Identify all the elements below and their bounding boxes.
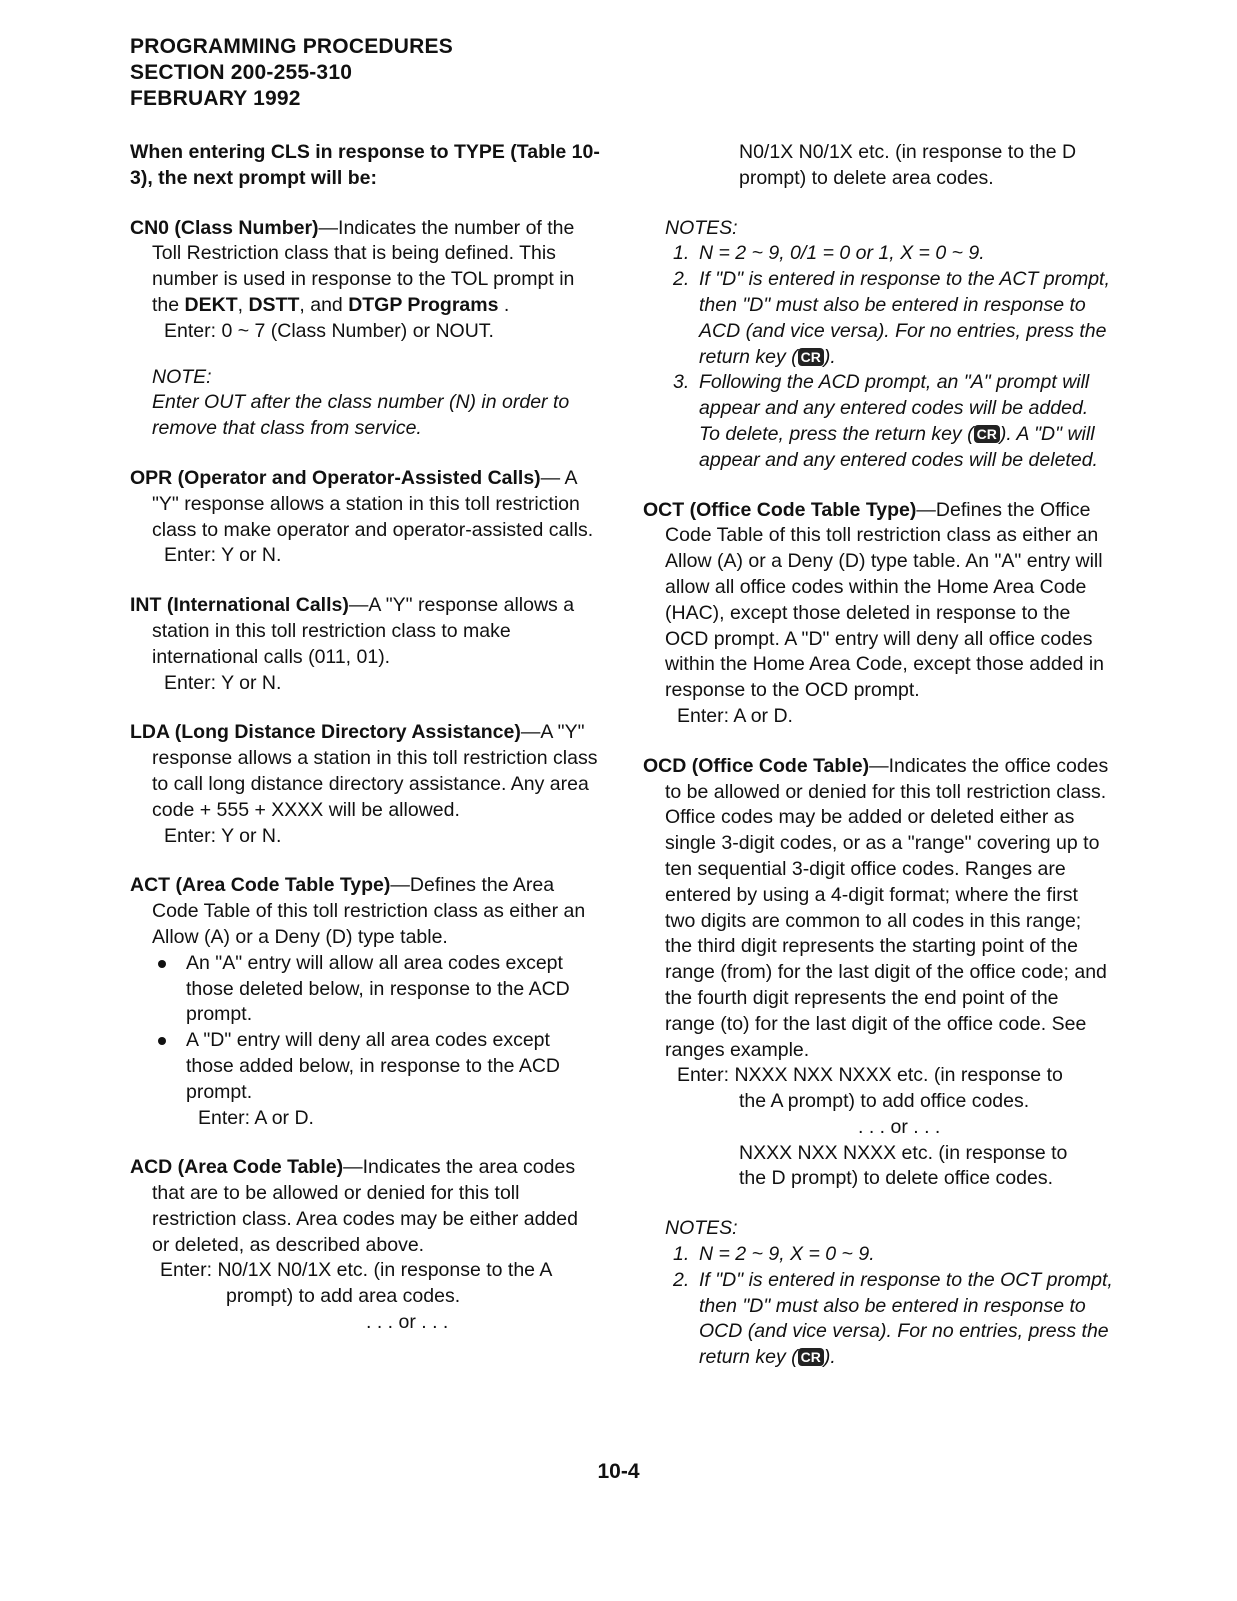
header-line-1: PROGRAMMING PROCEDURES (130, 35, 453, 58)
right-column (643, 140, 1113, 1395)
notes-acd (643, 216, 1113, 474)
page-number: 10-4 (597, 1460, 640, 1483)
enter-oct: Enter: A or D. (677, 704, 793, 727)
acd-delete-line: N0/1X N0/1X etc. (in response to the D (739, 141, 1077, 163)
enter-ocd-add-cont: the A prompt) to add office codes. (739, 1090, 1030, 1113)
entry-cno: CN0 (Class Number)—Indicates the number of the Toll Restriction class that is being defined. This number is used in response to the TOL prompt in the DEKT, DSTT, and DTGP Programs . Enter: 0 ~ 7 (Class Number) or NOUT. NOTE: Enter OUT after the class number (N) in order to remove that class from service. (130, 216, 600, 442)
entry-int: INT (International Calls)—A "Y" response allows a station in this toll restriction class to make international calls (011, 01). Enter: Y or N. (130, 593, 600, 696)
term-acd: ACD (Area Code Table) (130, 1156, 344, 1179)
left-column (130, 140, 600, 1360)
note-text-cno: Enter OUT after the class number (N) in order to remove that class from service. (152, 391, 570, 440)
term-ocd: OCD (Office Code Table) (643, 754, 870, 777)
notes-list-2 (673, 1242, 1113, 1371)
enter-acd-add-cont: prompt) to add area codes. (226, 1285, 461, 1308)
cr-key-icon: CR (798, 348, 824, 366)
notes-ocd (643, 1216, 1113, 1371)
or-separator: . . . or . . . (366, 1311, 449, 1334)
enter-ocd-delete-cont: the D prompt) to delete office codes. (739, 1167, 1053, 1190)
acd-delete-cont: prompt) to delete area codes. (739, 166, 994, 189)
enter-acd-add: Enter: N0/1X N0/1X etc. (in response to the A (160, 1259, 553, 1282)
enter-ocd-add: Enter: NXXX NXX NXXX etc. (in response to (677, 1064, 1063, 1087)
notes-title-2: NOTES: (665, 1217, 738, 1240)
bullet-dot-icon (158, 1037, 166, 1045)
list-item: 2. If "D" is entered in response to the ACT prompt, then "D" must also be entered in response to ACD (and vice versa). For no entries, press the return key ( CR ). (673, 268, 1110, 368)
term-oct: OCT (Office Code Table Type) (643, 498, 917, 521)
entry-lda: LDA (Long Distance Directory Assistance)—A "Y" response allows a station in this toll restriction class to call long distance directory assistance. Any area code + 555 + XXXX will be allowed. Enter: Y or N. (130, 720, 600, 849)
enter-cno: Enter: 0 ~ 7 (Class Number) or NOUT. (164, 319, 494, 342)
term-opr: OPR (Operator and Operator-Assisted Calls) (130, 466, 541, 489)
entry-act: ACT (Area Code Table Type)—Defines the Area Code Table of this toll restriction class as either an Allow (A) or a Deny (D) type table. An "A" entry will allow all area codes except those deleted below, in response to the ACD prompt. A "D" entry will deny all area codes except those added below, in response to the ACD prompt. Enter: A or D. (130, 873, 600, 1131)
header-line-2: SECTION 200-255-310 (130, 61, 353, 84)
notes-list-1 (673, 241, 1113, 473)
enter-act: Enter: A or D. (198, 1106, 314, 1129)
list-item: 3. Following the ACD prompt, an "A" prompt will appear and any entered codes will be added. To delete, press the return key ( CR ). A "D" will appear and any entered codes will be deleted. (673, 371, 1098, 471)
bullet-dot-icon (158, 960, 166, 968)
enter-lda: Enter: Y or N. (164, 824, 282, 847)
entry-ocd: OCD (Office Code Table)—Indicates the office codes to be allowed or denied for this toll restriction class. Office codes may be added or deleted either as single 3-digit codes, or as a "range" covering up to ten sequential 3-digit office codes. Ranges are entered by using a 4-digit format; where the first two digits are common to all codes in this range; the third digit represents the starting point of the range (from) for the last digit of the office code; and the fourth digit represents the end point of the range (to) for the last digit of the office code. See ranges example. Enter: NXXX NXX NXXX etc. (in response to the A prompt) to add office codes. . . . or . . . NXXX NXX NXXX etc. (in response to the D prompt) to delete office codes. (643, 754, 1113, 1193)
notes-title-1: NOTES: (665, 216, 738, 239)
cr-key-icon: CR (974, 425, 1000, 443)
term-act: ACT (Area Code Table Type) (130, 874, 391, 897)
list-item: A "D" entry will deny all area codes except those added below, in response to the ACD prompt. (152, 1028, 600, 1105)
entry-oct: OCT (Office Code Table Type)—Defines the Office Code Table of this toll restriction class as either an Allow (A) or a Deny (D) type table. An "A" entry will allow all office codes within the Home Area Code (HAC), except those deleted in response to the OCD prompt. A "D" entry will deny all office codes within the Home Area Code, except those added in response to the OCD prompt. Enter: A or D. (643, 498, 1113, 730)
or-separator: . . . or . . . (858, 1115, 941, 1138)
enter-opr: Enter: Y or N. (164, 544, 282, 567)
enter-ocd-delete: NXXX NXX NXXX etc. (in response to (739, 1141, 1068, 1164)
note-title-cno: NOTE: (152, 365, 212, 388)
list-item: 2. If "D" is entered in response to the OCT prompt, then "D" must also be entered in response to OCD (and vice versa). For no entries, press the return key ( CR ). (673, 1268, 1113, 1369)
header-line-3: FEBRUARY 1992 (130, 87, 301, 110)
term-int: INT (International Calls) (130, 594, 349, 617)
entry-opr: OPR (Operator and Operator-Assisted Calls)— A "Y" response allows a station in this toll restriction class to make operator and operator-assisted calls. Enter: Y or N. (130, 466, 600, 569)
page-header (130, 34, 453, 112)
enter-int: Enter: Y or N. (164, 671, 282, 694)
entry-acd: ACD (Area Code Table)—Indicates the area codes that are to be allowed or denied for this toll restriction class. Area codes may be either added or deleted, as described above. Enter: N0/1X N0/1X etc. (in response to the A prompt) to add area codes. . . . or . . . (130, 1155, 600, 1336)
cr-key-icon: CR (798, 1348, 824, 1366)
list-item: 1. N = 2 ~ 9, 0/1 = 0 or 1, X = 0 ~ 9. (673, 242, 985, 265)
term-cno: CN0 (Class Number) (130, 216, 319, 239)
term-lda: LDA (Long Distance Directory Assistance) (130, 721, 521, 744)
list-item: An "A" entry will allow all area codes except those deleted below, in response to the ACD prompt. (152, 951, 600, 1028)
act-bullets (152, 951, 600, 1106)
list-item: 1. N = 2 ~ 9, X = 0 ~ 9. (673, 1243, 875, 1266)
intro-lead: When entering CLS in response to TYPE (Table 10-3), the next prompt will be: (130, 141, 600, 189)
